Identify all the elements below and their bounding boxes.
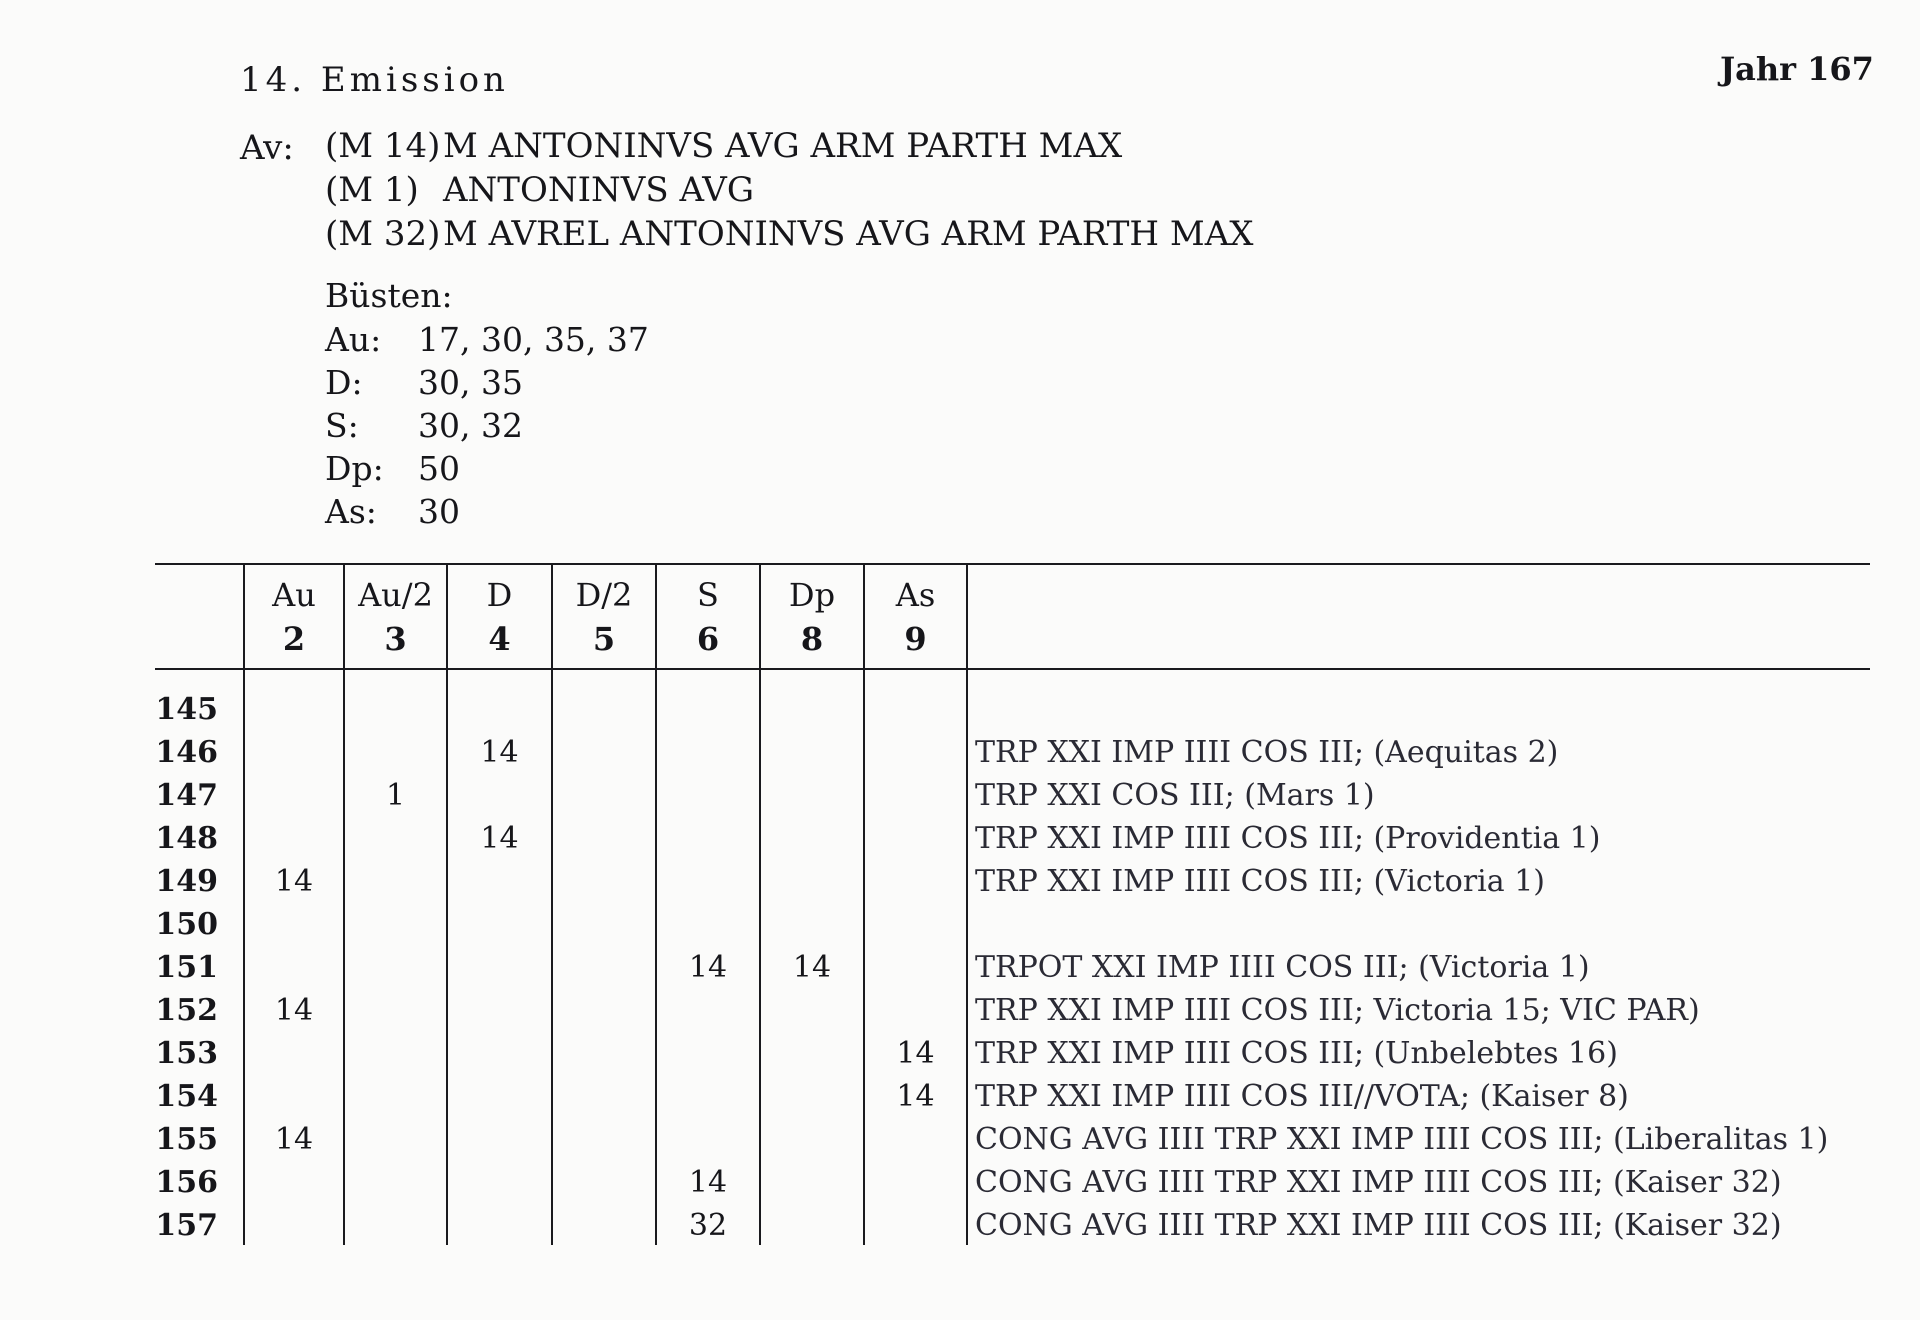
bust-value: 17, 30, 35, 37 xyxy=(418,320,649,359)
bust-row xyxy=(325,406,523,445)
reverse-legend: CONG AVG IIII TRP XXI IMP IIII COS III; (Liberalitas 1) xyxy=(975,1122,1829,1157)
column-divider xyxy=(446,565,448,1245)
obverse-text: M ANTONINVS AVG ARM PARTH MAX xyxy=(443,126,1123,166)
obverse-legend-line xyxy=(325,126,1122,166)
column-name: Dp xyxy=(788,576,836,614)
row-number: 156 xyxy=(155,1165,218,1200)
row-number: 155 xyxy=(155,1122,218,1157)
column-header xyxy=(448,573,551,661)
column-name: D xyxy=(486,576,513,614)
column-number: 5 xyxy=(592,620,616,658)
bust-key: D: xyxy=(325,363,363,402)
column-name: S xyxy=(697,576,719,614)
row-number: 152 xyxy=(155,993,218,1028)
column-number: 6 xyxy=(696,620,720,658)
bust-key: S: xyxy=(325,406,359,445)
table-cell: 14 xyxy=(688,950,728,985)
obverse-legend-line xyxy=(325,214,1253,254)
reverse-legend: CONG AVG IIII TRP XXI IMP IIII COS III; (Kaiser 32) xyxy=(975,1165,1782,1200)
table-cell: 14 xyxy=(274,864,314,899)
table-cell: 1 xyxy=(385,778,406,813)
bust-row xyxy=(325,492,460,531)
column-header xyxy=(657,573,759,661)
table-header-rule xyxy=(155,668,1870,670)
column-header xyxy=(345,573,446,661)
row-number: 148 xyxy=(155,821,218,856)
column-number: 3 xyxy=(384,620,407,658)
year-label: Jahr 167 xyxy=(1720,50,1874,88)
row-number: 151 xyxy=(155,950,218,985)
table-cell: 14 xyxy=(480,821,519,856)
column-number: 8 xyxy=(800,620,824,658)
bust-value: 30 xyxy=(418,492,460,531)
table-cell: 14 xyxy=(792,950,832,985)
bust-value: 30, 32 xyxy=(418,406,523,445)
column-header xyxy=(761,573,863,661)
table-cell: 14 xyxy=(274,993,314,1028)
row-number: 157 xyxy=(155,1208,218,1243)
reverse-legend: TRP XXI IMP IIII COS III; (Victoria 1) xyxy=(975,864,1545,899)
table-cell: 14 xyxy=(688,1165,728,1200)
obverse-code: (M 1) xyxy=(325,170,419,210)
column-number: 4 xyxy=(488,620,511,658)
obverse-text: ANTONINVS AVG xyxy=(443,170,755,210)
obverse-code: (M 32) xyxy=(325,214,441,254)
column-name: As xyxy=(895,576,936,614)
bust-row xyxy=(325,320,649,359)
column-name: D/2 xyxy=(575,576,633,614)
obverse-legend-line xyxy=(325,170,754,210)
bust-key: Au: xyxy=(325,320,382,359)
column-divider xyxy=(551,565,553,1245)
obverse-label: Av: xyxy=(240,128,294,168)
row-number: 146 xyxy=(155,735,218,770)
table-cell: 14 xyxy=(480,735,519,770)
bust-key: Dp: xyxy=(325,449,384,488)
row-number: 150 xyxy=(155,907,218,942)
table-cell: 32 xyxy=(688,1208,728,1243)
column-header xyxy=(553,573,655,661)
column-number: 2 xyxy=(282,620,306,658)
table-cell: 14 xyxy=(896,1079,935,1114)
reverse-legend: CONG AVG IIII TRP XXI IMP IIII COS III; (Kaiser 32) xyxy=(975,1208,1782,1243)
obverse-code: (M 14) xyxy=(325,126,441,166)
row-number: 145 xyxy=(155,692,218,727)
row-number: 154 xyxy=(155,1079,218,1114)
table-cell: 14 xyxy=(896,1036,935,1071)
bust-row xyxy=(325,363,523,402)
row-number: 147 xyxy=(155,778,218,813)
column-divider xyxy=(863,565,865,1245)
column-divider xyxy=(966,565,968,1245)
reverse-legend: TRP XXI IMP IIII COS III; (Aequitas 2) xyxy=(975,735,1559,770)
table-cell: 14 xyxy=(274,1122,314,1157)
busts-heading: Büsten: xyxy=(325,276,453,315)
row-number: 149 xyxy=(155,864,218,899)
column-header xyxy=(245,573,343,661)
bust-row xyxy=(325,449,460,488)
row-number: 153 xyxy=(155,1036,218,1071)
column-header xyxy=(865,573,966,661)
reverse-legend: TRP XXI IMP IIII COS III//VOTA; (Kaiser 8) xyxy=(975,1079,1629,1114)
column-name: Au xyxy=(272,576,316,614)
table-top-rule xyxy=(155,563,1870,565)
reverse-legend: TRP XXI IMP IIII COS III; (Providentia 1) xyxy=(975,821,1601,856)
column-name: Au/2 xyxy=(358,576,433,614)
emission-title: 14. Emission xyxy=(240,60,509,100)
bust-key: As: xyxy=(325,492,377,531)
bust-value: 50 xyxy=(418,449,460,488)
reverse-legend: TRPOT XXI IMP IIII COS III; (Victoria 1) xyxy=(975,950,1590,985)
column-number: 9 xyxy=(904,620,927,658)
column-divider xyxy=(343,565,345,1245)
column-divider xyxy=(655,565,657,1245)
obverse-text: M AVREL ANTONINVS AVG ARM PARTH MAX xyxy=(443,214,1254,254)
bust-value: 30, 35 xyxy=(418,363,523,402)
reverse-legend: TRP XXI IMP IIII COS III; (Unbelebtes 16) xyxy=(975,1036,1618,1071)
reverse-legend: TRP XXI IMP IIII COS III; Victoria 15; VIC PAR) xyxy=(975,993,1700,1028)
reverse-legend: TRP XXI COS III; (Mars 1) xyxy=(975,778,1375,813)
column-divider xyxy=(759,565,761,1245)
